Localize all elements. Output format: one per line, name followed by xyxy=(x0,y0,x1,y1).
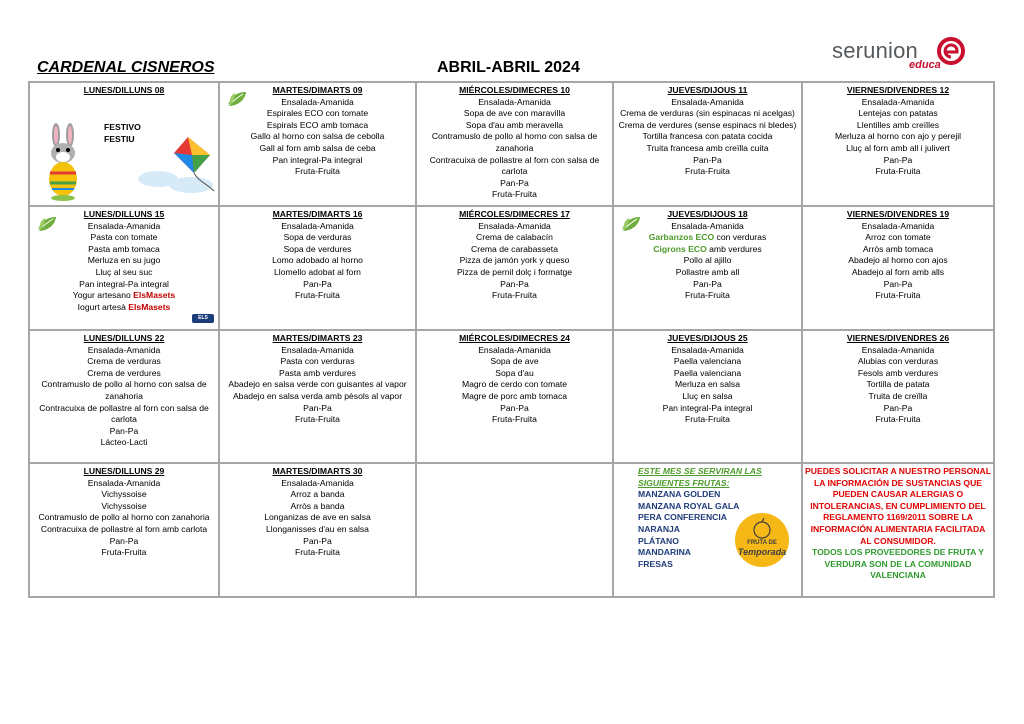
supplier-notice: TODOS LOS PROVEEDORES DE FRUTA Y VERDURA SON DE LA COMUNIDAD VALENCIANA xyxy=(811,547,985,581)
menu-item: Abadejo al horno con ajos xyxy=(848,255,948,266)
fruit-item: MANZANA GOLDEN xyxy=(638,489,721,500)
fruits-title: ESTE MES SE SERVIRAN LAS SIGUIENTES FRUTAS: xyxy=(638,466,762,488)
fruit-item: PLÁTANO xyxy=(638,535,679,546)
menu-item: Ensalada-Amanida xyxy=(478,344,551,355)
day-cell xyxy=(219,82,416,206)
logo-word: serunion xyxy=(832,38,918,63)
menu-item: Pan-Pa xyxy=(303,278,332,289)
menu-item: Lácteo-Lacti xyxy=(100,437,148,448)
menu-item: Gall al forn amb salsa de ceba xyxy=(259,142,376,153)
menu-item: Pan-Pa xyxy=(500,177,529,188)
menu-item: Contramuslo de pollo al horno con salsa de zanahoria xyxy=(431,131,598,153)
day-cell xyxy=(613,330,802,463)
menu-item: Fruta-Fruita xyxy=(685,166,730,177)
fruta-badge-bottom: Temporada xyxy=(737,547,787,557)
menu-item: Ensalada-Amanida xyxy=(87,220,161,231)
menu-item: Llonganisses d'au en salsa xyxy=(266,523,369,534)
day-cell xyxy=(613,463,802,597)
menu-item: Pasta con verduras xyxy=(280,356,355,367)
menu-item: Pasta amb verdures xyxy=(279,367,356,378)
menu-item: Pollastre amb all xyxy=(675,266,740,277)
holiday-text: FESTIVO xyxy=(104,122,141,132)
menu-item: Abadejo al forn amb alls xyxy=(851,266,945,277)
menu-item: Ensalada-Amanida xyxy=(861,220,935,231)
menu-item: Crema de verduras (sin espinacas ni acelgas) xyxy=(620,108,795,119)
menu-item: Crema de verdures (sense espinacs ni bledes) xyxy=(618,119,797,130)
menu-item-text: amb verdures xyxy=(706,243,762,254)
menu-item xyxy=(616,244,799,256)
menu-item: Ensalada-Amanida xyxy=(281,220,354,231)
menu-item: Longanizas de ave en salsa xyxy=(264,512,371,523)
menu-item: Merluza en su jugo xyxy=(87,255,161,266)
fruit-item: MANZANA ROYAL GALA xyxy=(638,500,740,511)
school-name: CARDENAL CISNEROS xyxy=(37,59,215,76)
menu-item: Ensalada-Amanida xyxy=(281,477,354,488)
menu-item: Arroz con tomate xyxy=(865,232,931,243)
day-cell xyxy=(29,330,219,463)
menu-item: Magro de cerdo con tomate xyxy=(461,379,568,390)
menu-grid xyxy=(28,81,995,598)
menu-item: Fruta-Fruita xyxy=(295,290,340,301)
menu-item: Pan-Pa xyxy=(883,402,913,413)
menu-item: Pizza de jamón york y queso xyxy=(459,255,570,266)
fruta-badge-top: FRUTA DE xyxy=(747,540,777,546)
menu-item xyxy=(32,302,216,314)
leaf-icon xyxy=(36,215,58,233)
day-header: MIÉRCOLES/DIMECRES 10 xyxy=(459,85,570,95)
leaf-icon xyxy=(620,215,642,233)
fruit-item: NARANJA xyxy=(638,523,681,534)
menu-item: Ensalada-Amanida xyxy=(478,96,551,107)
day-cell xyxy=(416,330,613,463)
menu-item: Contracuixa de pollastre al forn con salsa de carlota xyxy=(39,402,209,425)
menu-item-text: Iogurt artesà xyxy=(77,301,129,312)
fruit-item: FRESAS xyxy=(638,558,673,569)
allergen-notice: PUEDES SOLICITAR A NUESTRO PERSONAL LA INFORMACIÓN DE SUSTANCIAS QUE PUEDEN CAUSAR ALERGIAS O INTOLERANCIAS, EN CUMPLIMIENTO DEL REGLAMENTO 1169/2011 SOBRE LA INFORMACIÓN ALIMENTARIA FACILITADA AL CONSUMIDOR. xyxy=(805,466,991,546)
day-cell xyxy=(416,206,613,330)
menu-item: Fruta-Fruita xyxy=(685,414,730,425)
week-row xyxy=(29,206,994,330)
menu-item: Ensalada-Amanida xyxy=(478,220,551,231)
menu-item: Gallo al horno con salsa de cebolla xyxy=(250,131,385,142)
menu-item: Fruta-Fruita xyxy=(875,166,921,177)
menu-item: Pan-Pa xyxy=(500,402,529,413)
menu-item: Vichyssoise xyxy=(101,500,147,511)
menu-item: Magre de porc amb tomaca xyxy=(461,390,568,401)
menu-item: Pollo al ajillo xyxy=(683,255,732,266)
menu-item: Pan-Pa xyxy=(693,278,722,289)
menu-item xyxy=(32,290,216,302)
day-cell xyxy=(802,330,994,463)
menu-item: Pan-Pa xyxy=(303,535,332,546)
menu-item: Pan integral-Pa integral xyxy=(272,154,363,165)
menu-item: Fruta-Fruita xyxy=(875,290,921,301)
menu-item: Tortilla francesa con patata cocida xyxy=(642,131,773,142)
menu-item: Sopa de verduras xyxy=(283,232,352,243)
day-header: JUEVES/DIJOUS 18 xyxy=(667,209,748,219)
menu-item: Llentilles amb creïlles xyxy=(856,119,940,130)
day-header: MARTES/DIMARTS 16 xyxy=(272,209,363,219)
menu-item: Sopa d'au xyxy=(495,367,534,378)
menu-item: Crema de calabacín xyxy=(476,232,553,243)
menu-item: Fruta-Fruita xyxy=(685,290,730,301)
menu-item: Fruta-Fruita xyxy=(875,414,921,425)
menu-item: Fruta-Fruita xyxy=(492,189,537,200)
menu-item: Ensalada-Amanida xyxy=(671,220,744,231)
menu-item: Abadejo en salsa verda amb pèsols al vapor xyxy=(232,390,403,401)
day-cell xyxy=(802,463,994,597)
menu-item: Pasta amb tomaca xyxy=(88,243,160,254)
menu-item: Lluç en salsa xyxy=(682,390,733,401)
menu-item: Fruta-Fruita xyxy=(295,414,340,425)
menu-item: Vichyssoise xyxy=(101,489,147,500)
menu-item: Pan-Pa xyxy=(500,278,529,289)
menu-item: Contracuixa de pollastre al forn amb carlota xyxy=(40,523,208,534)
day-header: JUEVES/DIJOUS 11 xyxy=(667,85,748,95)
day-header: MARTES/DIMARTS 23 xyxy=(272,333,363,343)
menu-item: Lentejas con patatas xyxy=(858,108,938,119)
menu-item xyxy=(616,232,799,244)
menu-item: Truita francesa amb creïlla cuita xyxy=(646,142,769,153)
day-header: LUNES/DILLUNS 29 xyxy=(83,466,165,476)
fruit-item: MANDARINA xyxy=(638,547,691,558)
week-row xyxy=(29,463,994,597)
menu-item: Llomello adobat al forn xyxy=(274,266,361,277)
menu-item: Pan-Pa xyxy=(883,278,913,289)
menu-month: ABRIL-ABRIL 2024 xyxy=(437,59,580,76)
day-cell xyxy=(613,82,802,206)
menu-item: Paella valenciana xyxy=(673,367,742,378)
menu-item: Fesols amb verdures xyxy=(857,367,939,378)
menu-item: Lluç al forn amb all i julivert xyxy=(846,142,950,153)
day-cell xyxy=(219,463,416,597)
menu-item: Pan-Pa xyxy=(693,154,722,165)
week-row xyxy=(29,330,994,463)
menu-item: Merluza en salsa xyxy=(675,379,740,390)
menu-item: Arròs amb tomaca xyxy=(862,243,934,254)
menu-item: Sopa de verdures xyxy=(283,243,352,254)
menu-item: Crema de verduras xyxy=(87,356,161,367)
day-cell xyxy=(29,206,219,330)
menu-item: Arroz a banda xyxy=(290,489,345,500)
eco-label: Garbanzos ECO xyxy=(648,232,715,243)
menu-item: Pizza de pernil dolç i formatge xyxy=(456,266,573,277)
day-cell xyxy=(219,206,416,330)
day-header: MARTES/DIMARTS 30 xyxy=(272,466,363,476)
menu-item: Pasta con tomate xyxy=(90,232,158,243)
menu-item: Pan integral-Pa integral xyxy=(662,402,753,413)
menu-item: Abadejo en salsa verde con guisantes al vapor xyxy=(228,379,407,390)
day-cell xyxy=(802,206,994,330)
menu-item: Ensalada-Amanida xyxy=(861,344,935,355)
menu-item: Ensalada-Amanida xyxy=(861,96,935,107)
day-cell xyxy=(613,206,802,330)
menu-item: Fruta-Fruita xyxy=(492,290,537,301)
menu-item: Lomo adobado al horno xyxy=(272,255,363,266)
bunny-illustration-icon xyxy=(36,123,92,201)
week-row xyxy=(29,82,994,206)
menu-item: Pan integral-Pa integral xyxy=(79,278,169,289)
menu-item-text: Yogur artesano xyxy=(72,290,134,301)
fruit-item: PERA CONFERENCIA xyxy=(638,512,727,523)
leaf-icon xyxy=(226,90,248,108)
day-cell xyxy=(29,82,219,206)
day-cell xyxy=(416,463,613,597)
eco-label: Cigrons ECO xyxy=(653,243,707,254)
day-header: MIÉRCOLES/DIMECRES 24 xyxy=(459,333,570,343)
day-cell xyxy=(416,82,613,206)
menu-item: Tortilla de patata xyxy=(866,379,930,390)
day-cell xyxy=(219,330,416,463)
brand-label: ElsMasets xyxy=(128,301,171,312)
menu-item: Crema de verdures xyxy=(87,367,161,378)
day-header: JUEVES/DIJOUS 25 xyxy=(667,333,748,343)
logo-sub: educa xyxy=(909,59,941,71)
menu-item: Pan-Pa xyxy=(109,425,139,436)
day-header: VIERNES/DIVENDRES 19 xyxy=(846,209,950,219)
menu-item: Fruta-Fruita xyxy=(101,547,147,558)
menu-item: Contracuixa de pollastre al forn con salsa de carlota xyxy=(429,154,600,177)
day-header: LUNES/DILLUNS 08 xyxy=(83,85,165,95)
menu-item: Fruta-Fruita xyxy=(295,166,340,177)
els-masets-badge: ELS MASETS xyxy=(192,315,214,330)
fruta-temporada-badge-icon xyxy=(734,512,790,568)
menu-item: Alubias con verduras xyxy=(857,356,939,367)
day-header: LUNES/DILLUNS 15 xyxy=(83,209,165,219)
day-header: MIÉRCOLES/DIMECRES 17 xyxy=(459,209,570,219)
menu-item: Contramuslo de pollo al horno con zanahoria xyxy=(38,512,210,523)
day-cell xyxy=(29,463,219,597)
holiday-text: FESTIU xyxy=(104,134,135,144)
menu-item: Espirals ECO amb tomaca xyxy=(266,119,369,130)
menu-item: Lluç al seu suc xyxy=(95,266,153,277)
menu-item: Pan-Pa xyxy=(883,154,913,165)
menu-item: Ensalada-Amanida xyxy=(87,344,161,355)
menu-item-text: con verduras xyxy=(714,232,767,243)
menu-item: Merluza al horno con ajo y perejil xyxy=(834,131,962,142)
menu-item: Ensalada-Amanida xyxy=(671,344,744,355)
menu-item: Paella valenciana xyxy=(673,356,742,367)
kite-illustration-icon xyxy=(136,133,222,195)
menu-item: Arròs a banda xyxy=(290,500,345,511)
menu-item: Sopa d'au amb meravella xyxy=(465,119,564,130)
day-cell xyxy=(802,82,994,206)
day-header: MARTES/DIMARTS 09 xyxy=(272,85,363,95)
menu-item: Espirales ECO con tomate xyxy=(266,108,369,119)
day-header: VIERNES/DIVENDRES 26 xyxy=(846,333,950,343)
menu-item: Contramuslo de pollo al horno con salsa de zanahoria xyxy=(41,379,207,401)
menu-item: Truita de creïlla xyxy=(868,390,928,401)
menu-item: Sopa de ave con maravilla xyxy=(463,108,566,119)
menu-item: Fruta-Fruita xyxy=(295,547,340,558)
menu-item: Ensalada-Amanida xyxy=(671,96,744,107)
menu-item: Fruta-Fruita xyxy=(492,414,537,425)
brand-label: ElsMasets xyxy=(133,290,176,301)
serunion-logo xyxy=(832,36,982,76)
menu-item: Pan-Pa xyxy=(303,402,332,413)
menu-item: Ensalada-Amanida xyxy=(87,477,161,488)
menu-item: Crema de carabasseta xyxy=(471,243,558,254)
day-header: LUNES/DILLUNS 22 xyxy=(83,333,165,343)
menu-item: Ensalada-Amanida xyxy=(281,96,354,107)
day-header: VIERNES/DIVENDRES 12 xyxy=(846,85,950,95)
menu-item: Pan-Pa xyxy=(109,535,139,546)
menu-item: Ensalada-Amanida xyxy=(281,344,354,355)
menu-item: Sopa de ave xyxy=(490,356,539,367)
